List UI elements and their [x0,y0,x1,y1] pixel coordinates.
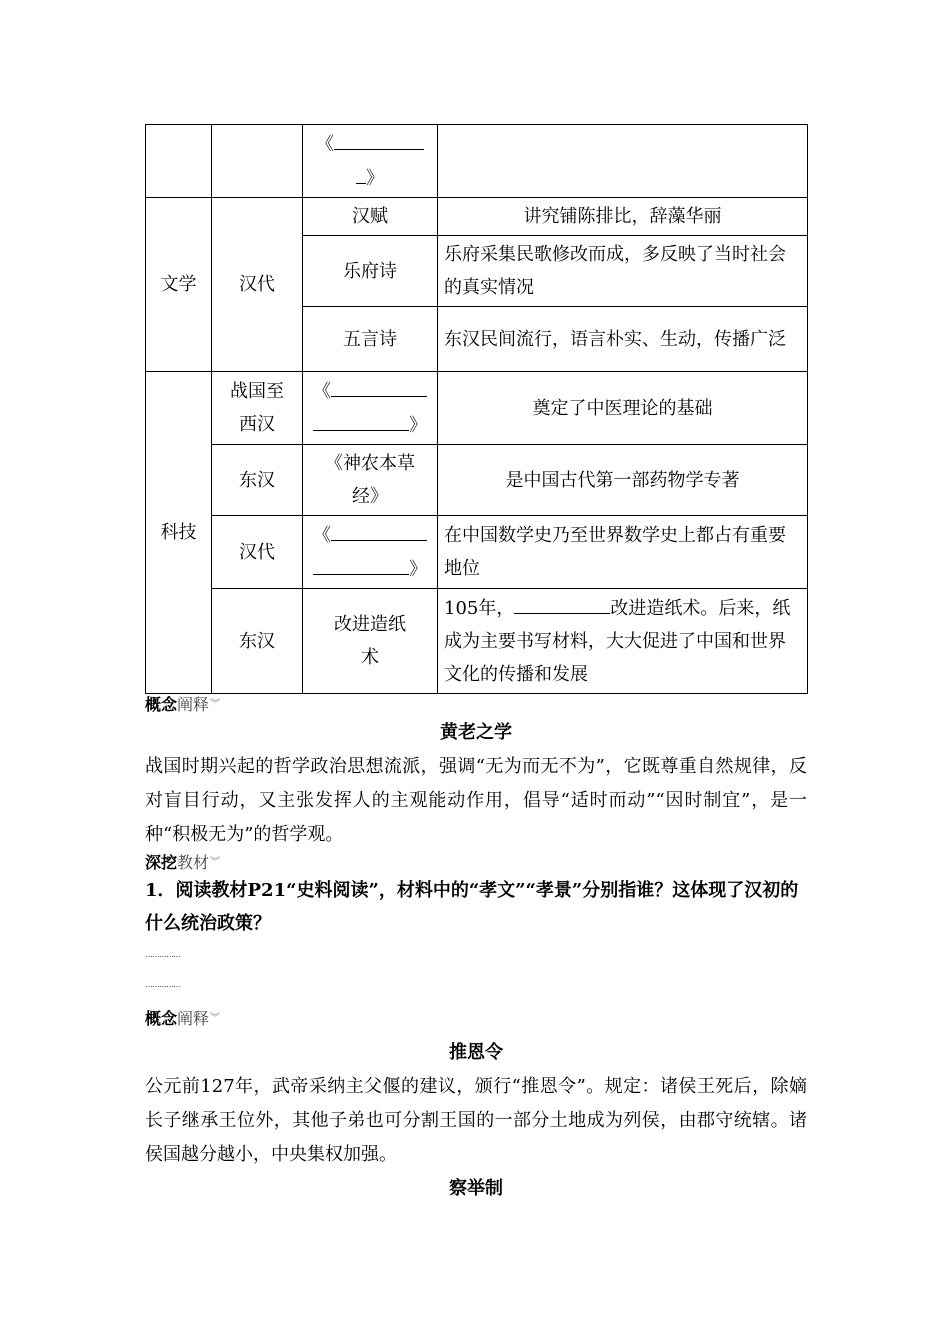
work-cell: 汉赋 [303,198,438,236]
work-blank-cell [303,372,438,445]
fill-blank[interactable] [514,591,610,614]
desc-cell: 东汉民间流行，语言朴实、生动，传播广泛 [438,307,808,372]
table-cell-empty [212,125,303,198]
tag-rest: 阐释 [177,1009,210,1028]
work-cell: 《神农本草经》 [303,445,438,516]
category-literature: 文学 [146,198,212,372]
tag-bold: 概念 [145,695,178,714]
desc-cell [438,589,808,694]
answer-line[interactable]: …………… [145,950,180,959]
concept-tag [145,1008,807,1030]
table-row [146,198,808,236]
bracket-close: 》 [409,415,427,436]
era-cell: 汉代 [212,198,303,372]
culture-table [145,124,808,694]
work-cell: 五言诗 [303,307,438,372]
fill-blank[interactable] [313,552,409,575]
work-cell: 乐府诗 [303,236,438,307]
fill-blank[interactable] [334,127,424,150]
chevron-down-icon: ︾ [210,699,221,710]
table-row [146,516,808,589]
bracket-close: 》 [366,168,384,189]
tag-rest: 阐释 [177,695,210,714]
bracket-open: 《 [316,134,334,155]
question-text: 1．阅读教材P21“史料阅读”，材料中的“孝文”“孝景”分别指谁？这体现了汉初的什么统治政策？ [145,880,799,934]
era-cell: 东汉 [212,445,303,516]
fill-blank[interactable] [331,374,427,397]
table-row [146,589,808,694]
era-cell: 汉代 [212,516,303,589]
section-title: 黄老之学 [440,722,512,743]
bracket-open: 《 [313,525,331,546]
desc-suffix: 改进造纸术。后来，纸成为主要书写材料，大大促进了中国和世界文化的传播和发展 [444,598,791,685]
textbook-tag [145,852,807,874]
tag-bold: 概念 [145,1009,178,1028]
fill-blank[interactable] [331,518,427,541]
desc-cell: 乐府采集民歌修改而成，多反映了当时社会的真实情况 [438,236,808,307]
tag-rest: 教材 [177,853,210,872]
bracket-close: 》 [409,559,427,580]
table-row [146,372,808,445]
table-cell-empty [146,125,212,198]
chevron-down-icon: ︾ [210,1013,221,1024]
document-page [145,124,807,1206]
section-title: 察举制 [449,1178,503,1199]
desc-cell: 是中国古代第一部药物学专著 [438,445,808,516]
work-cell: 改进造纸术 [303,589,438,694]
era-cell: 东汉 [212,589,303,694]
answer-line[interactable]: …………… [145,980,180,989]
table-row [146,125,808,198]
bracket-open: 《 [313,381,331,402]
work-blank-cell [303,516,438,589]
section-paragraph: 战国时期兴起的哲学政治思想流派，强调“无为而无不为”，它既尊重自然规律，反对盲目行动，又主张发挥人的主观能动作用，倡导“适时而动”“因时制宜”，是一种“积极无为”的哲学观。 [145,756,807,845]
table-cell-empty [438,125,808,198]
concept-tag [145,694,807,716]
category-science: 科技 [146,372,212,694]
desc-cell: 奠定了中医理论的基础 [438,372,808,445]
desc-cell: 讲究铺陈排比，辞藻华丽 [438,198,808,236]
desc-cell: 在中国数学史乃至世界数学史上都占有重要地位 [438,516,808,589]
table-row [146,445,808,516]
tag-bold: 深挖 [145,853,178,872]
fill-blank[interactable] [356,161,366,184]
chevron-down-icon: ︾ [210,857,221,868]
section-title: 推恩令 [449,1042,503,1063]
fill-blank[interactable] [313,408,409,431]
desc-prefix: 105年， [444,598,515,619]
era-cell: 战国至西汉 [212,372,303,445]
section-paragraph: 公元前127年，武帝采纳主父偃的建议，颁行“推恩令”。规定：诸侯王死后，除嫡长子继承王位外，其他子弟也可分割王国的一部分土地成为列侯，由郡守统辖。诸侯国越分越小，中央集权加强。 [145,1076,807,1165]
work-blank-cell [303,125,438,198]
